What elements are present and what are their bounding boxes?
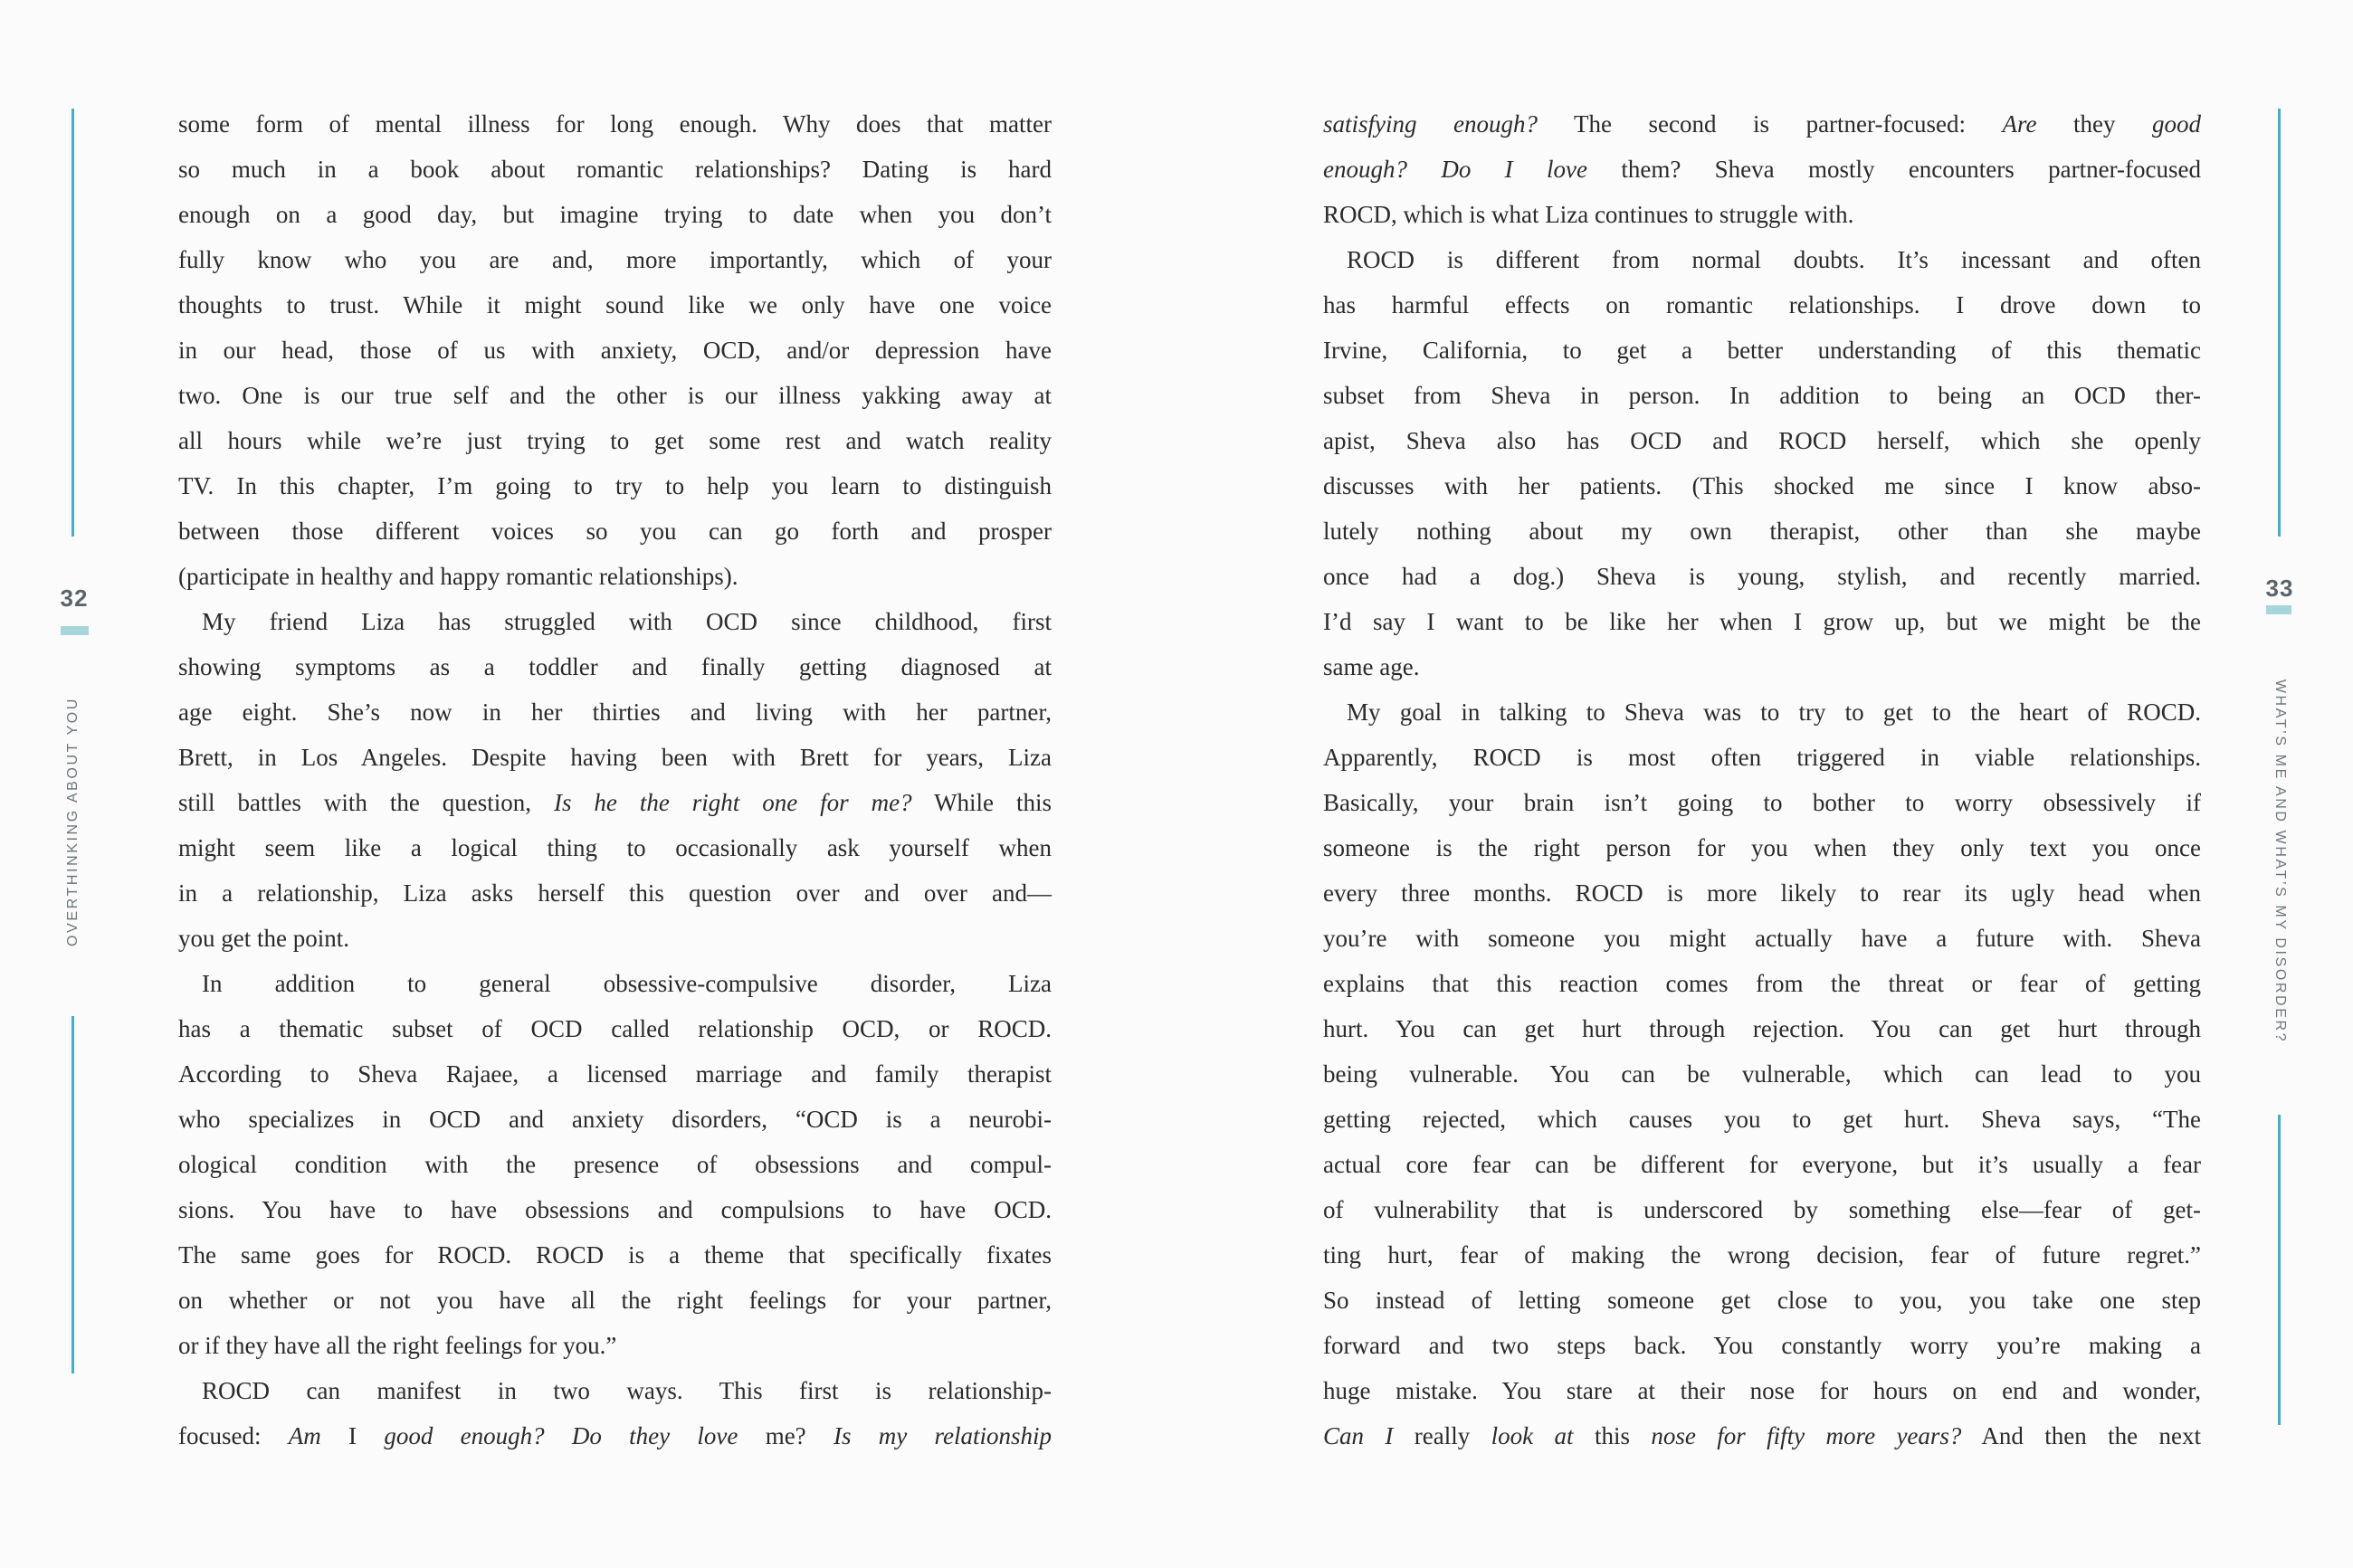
text-segment: Brett, in Los Angeles. Despite having been with Brett for years, Liza [178, 744, 1052, 771]
left-accent-dash [61, 626, 89, 635]
text-segment: The same goes for ROCD. ROCD is a theme that specifically fixates [178, 1241, 1052, 1269]
text-segment: And then the next [1961, 1422, 2201, 1449]
text-segment: According to Sheva Rajaee, a licensed marriage and family therapist [178, 1060, 1052, 1088]
text-line [178, 961, 1052, 1006]
text-segment: Are [2002, 110, 2037, 138]
text-segment: once had a dog.) Sheva is young, stylish, and recently married. [1323, 563, 2201, 590]
text-segment: huge mistake. You stare at their nose for hours on end and wonder, [1323, 1377, 2201, 1404]
text-line [1323, 1232, 2201, 1278]
text-segment: discusses with her patients. (This shocked me since I know abso- [1323, 472, 2201, 499]
text-line [1323, 554, 2201, 599]
text-line [1323, 689, 2201, 735]
text-line [178, 825, 1052, 870]
text-line [178, 463, 1052, 508]
text-segment: enough on a good day, but imagine trying to date when you don’t [178, 201, 1052, 228]
text-line [1323, 735, 2201, 780]
text-segment: fully know who you are and, more importantly, which of your [178, 246, 1052, 273]
text-segment: hurt. You can get hurt through rejection. You can get hurt through [1323, 1015, 2201, 1042]
text-line [178, 1051, 1052, 1097]
left-accent-line-top [71, 109, 74, 537]
text-segment: being vulnerable. You can be vulnerable, which can lead to you [1323, 1060, 2201, 1088]
text-line [178, 735, 1052, 780]
text-line [178, 418, 1052, 463]
text-segment: While this [911, 789, 1052, 816]
left-text-column [178, 101, 1052, 1459]
text-segment: who specializes in OCD and anxiety disorders, “OCD is a neurobi- [178, 1106, 1052, 1133]
text-segment: ROCD is different from normal doubts. It’s incessant and often [1347, 246, 2201, 273]
text-segment: you’re with someone you might actually have a future with. Sheva [1323, 925, 2201, 952]
text-segment: you get the point. [178, 925, 349, 952]
text-segment: sions. You have to have obsessions and compulsions to have OCD. [178, 1196, 1052, 1223]
right-accent-dash [2266, 605, 2291, 614]
text-segment: Can I [1323, 1422, 1394, 1449]
text-segment: this [1573, 1422, 1652, 1449]
text-segment: ological condition with the presence of obsessions and compul- [178, 1151, 1052, 1178]
text-segment: subset from Sheva in person. In addition to being an OCD ther- [1323, 382, 2201, 409]
text-segment: Is my relationship [833, 1422, 1053, 1449]
left-page-number: 32 [60, 584, 89, 612]
text-segment: ROCD, which is what Liza continues to struggle with. [1323, 201, 1854, 228]
text-line [1323, 916, 2201, 961]
text-line [178, 101, 1052, 147]
text-segment: or if they have all the right feelings for you.” [178, 1332, 617, 1359]
text-segment: The second is partner-focused: [1538, 110, 2003, 138]
left-accent-line-bottom [71, 1016, 74, 1373]
text-line [1323, 825, 2201, 870]
text-segment: I [320, 1422, 385, 1449]
text-segment: age eight. She’s now in her thirties and living with her partner, [178, 698, 1052, 726]
text-segment: thoughts to trust. While it might sound like we only have one voice [178, 291, 1052, 318]
text-segment: same age. [1323, 653, 1420, 680]
text-line [1323, 328, 2201, 373]
text-line [1323, 780, 2201, 825]
text-line [178, 1097, 1052, 1142]
text-segment: they [2036, 110, 2152, 138]
text-line [1323, 1368, 2201, 1413]
text-line [178, 1368, 1052, 1413]
text-line [178, 1187, 1052, 1232]
text-segment: on whether or not you have all the right feelings for your partner, [178, 1287, 1052, 1314]
right-accent-line-bottom [2278, 1115, 2281, 1425]
text-line [1323, 644, 2201, 689]
text-line [1323, 1006, 2201, 1051]
text-segment: ROCD can manifest in two ways. This first is relationship- [202, 1377, 1052, 1404]
text-segment: some form of mental illness for long enough. Why does that matter [178, 110, 1052, 138]
text-segment: My goal in talking to Sheva was to try to get to the heart of ROCD. [1347, 698, 2201, 726]
text-line [1323, 237, 2201, 282]
text-line [178, 689, 1052, 735]
text-line [178, 508, 1052, 554]
text-segment: showing symptoms as a toddler and finally getting diagnosed at [178, 653, 1052, 680]
text-segment: still battles with the question, [178, 789, 554, 816]
text-segment: apist, Sheva also has OCD and ROCD herself, which she openly [1323, 427, 2201, 454]
text-segment: focused: [178, 1422, 289, 1449]
text-segment: them? Sheva mostly encounters partner-focused [1586, 156, 2201, 183]
text-line [1323, 1278, 2201, 1323]
text-segment: explains that this reaction comes from the threat or fear of getting [1323, 970, 2201, 997]
text-line [1323, 192, 2201, 237]
text-segment: enough? Do I love [1323, 156, 1587, 183]
text-segment: in a relationship, Liza asks herself this question over and over and— [178, 879, 1052, 907]
text-line [1323, 1413, 2201, 1459]
right-accent-line-top [2278, 109, 2281, 537]
text-line [1323, 599, 2201, 644]
text-line [178, 870, 1052, 916]
text-segment: good [2151, 110, 2201, 138]
text-line [178, 554, 1052, 599]
text-segment: lutely nothing about my own therapist, other than she maybe [1323, 518, 2201, 545]
text-segment: has a thematic subset of OCD called relationship OCD, or ROCD. [178, 1015, 1052, 1042]
text-line [178, 780, 1052, 825]
text-line [178, 328, 1052, 373]
text-segment: In addition to general obsessive-compulsive disorder, Liza [202, 970, 1052, 997]
text-segment: two. One is our true self and the other is our illness yakking away at [178, 382, 1052, 409]
text-segment: of vulnerability that is underscored by something else—fear of get- [1323, 1196, 2201, 1223]
text-segment: in our head, those of us with anxiety, OCD, and/or depression have [178, 337, 1052, 364]
text-line [178, 644, 1052, 689]
text-line [178, 147, 1052, 192]
text-line [1323, 1097, 2201, 1142]
text-line [1323, 508, 2201, 554]
text-segment: Apparently, ROCD is most often triggered in viable relationships. [1323, 744, 2201, 771]
text-segment: actual core fear can be different for everyone, but it’s usually a fear [1323, 1151, 2201, 1178]
right-margin-label: WHAT’S ME AND WHAT’S MY DISORDER? [2272, 679, 2288, 1044]
text-line [1323, 1142, 2201, 1187]
text-line [178, 1142, 1052, 1187]
text-segment: Am [288, 1422, 321, 1449]
text-line [178, 1323, 1052, 1368]
text-segment: someone is the right person for you when they only text you once [1323, 834, 2201, 861]
text-segment: so much in a book about romantic relationships? Dating is hard [178, 156, 1052, 183]
text-line [1323, 463, 2201, 508]
text-segment: me? [738, 1422, 834, 1449]
right-page-number: 33 [2265, 575, 2294, 602]
text-line [178, 1413, 1052, 1459]
text-segment: Basically, your brain isn’t going to bother to worry obsessively if [1323, 789, 2201, 816]
text-line [178, 916, 1052, 961]
text-line [1323, 1051, 2201, 1097]
text-line [1323, 101, 2201, 147]
text-segment: forward and two steps back. You constantly worry you’re making a [1323, 1332, 2201, 1359]
text-segment: Irvine, California, to get a better understanding of this thematic [1323, 337, 2201, 364]
text-segment: nose for fifty more years? [1651, 1422, 1962, 1449]
text-segment: TV. In this chapter, I’m going to try to help you learn to distinguish [178, 472, 1052, 499]
text-line [178, 599, 1052, 644]
text-line [1323, 147, 2201, 192]
text-line [178, 1278, 1052, 1323]
text-line [1323, 870, 2201, 916]
text-line [1323, 373, 2201, 418]
text-segment: satisfying enough? [1323, 110, 1538, 138]
text-line [178, 237, 1052, 282]
text-segment: (participate in healthy and happy romantic relationships). [178, 563, 738, 590]
text-line [178, 1232, 1052, 1278]
text-line [1323, 282, 2201, 328]
text-line [178, 373, 1052, 418]
text-segment: So instead of letting someone get close to you, you take one step [1323, 1287, 2201, 1314]
text-line [1323, 961, 2201, 1006]
text-segment: good enough? Do they love [384, 1422, 738, 1449]
text-segment: I’d say I want to be like her when I grow up, but we might be the [1323, 608, 2201, 635]
text-segment: really [1393, 1422, 1491, 1449]
text-segment: ting hurt, fear of making the wrong decision, fear of future regret.” [1323, 1241, 2201, 1269]
text-segment: getting rejected, which causes you to get hurt. Sheva says, “The [1323, 1106, 2201, 1133]
text-segment: every three months. ROCD is more likely to rear its ugly head when [1323, 879, 2201, 907]
text-line [1323, 418, 2201, 463]
text-segment: My friend Liza has struggled with OCD since childhood, first [202, 608, 1052, 635]
text-line [178, 192, 1052, 237]
text-line [1323, 1187, 2201, 1232]
text-segment: all hours while we’re just trying to get some rest and watch reality [178, 427, 1052, 454]
text-segment: between those different voices so you can go forth and prosper [178, 518, 1052, 545]
text-segment: Is he the right one for me? [553, 789, 912, 816]
text-segment: might seem like a logical thing to occasionally ask yourself when [178, 834, 1052, 861]
right-text-column [1323, 101, 2201, 1459]
text-segment: look at [1491, 1422, 1574, 1449]
text-line [178, 1006, 1052, 1051]
text-segment: has harmful effects on romantic relationships. I drove down to [1323, 291, 2201, 318]
text-line [1323, 1323, 2201, 1368]
text-line [178, 282, 1052, 328]
left-margin-label: OVERTHINKING ABOUT YOU [65, 697, 81, 946]
